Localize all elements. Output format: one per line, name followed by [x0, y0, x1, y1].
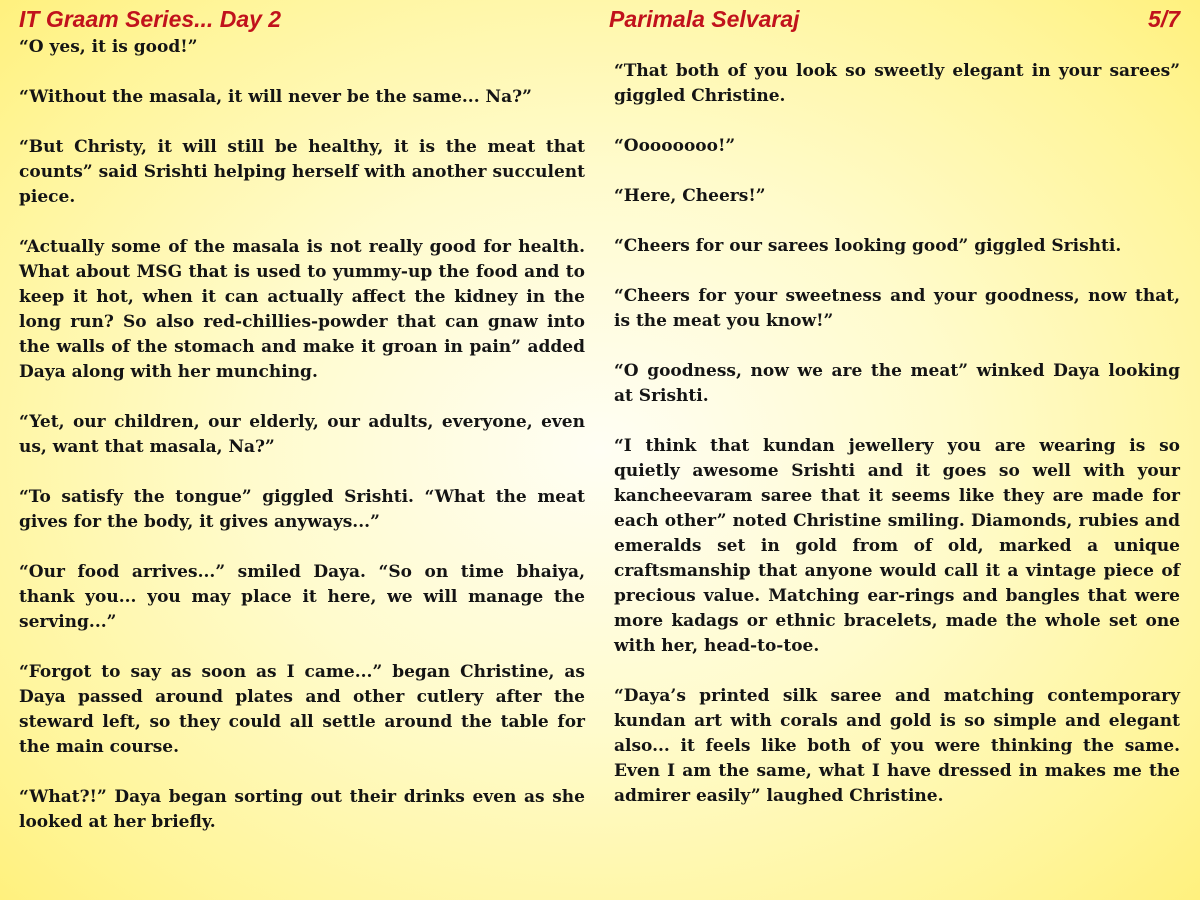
author-name: Parimala Selvaraj	[609, 6, 800, 32]
right-column	[614, 59, 1180, 809]
paragraph: “Without the masala, it will never be the same... Na?”	[19, 87, 532, 107]
paragraph: “Actually some of the masala is not really good for health. What about MSG that is used to yummy-up the food and to keep it hot, when it can actually affect the kidney in the long run? So also red-chillies-powder that can gnaw into the walls of the stomach and make it groan in pain” added Daya along with her munching.	[19, 237, 585, 382]
paragraph: “That both of you look so sweetly elegant in your sarees” giggled Christine.	[614, 61, 1180, 106]
left-column	[19, 35, 585, 835]
paragraph: “Oooooooo!”	[614, 136, 736, 156]
paragraph: “Yet, our children, our elderly, our adults, everyone, even us, want that masala, Na?”	[19, 412, 585, 457]
paragraph: “Daya’s printed silk saree and matching contemporary kundan art with corals and gold is so simple and elegant also... it feels like both of you were thinking the same. Even I am the same, what I have dressed in makes me the admirer easily” laughed Christine.	[614, 686, 1180, 806]
paragraph: “Here, Cheers!”	[614, 186, 766, 206]
paragraph: “But Christy, it will still be healthy, it is the meat that counts” said Srishti helping herself with another succulent piece.	[19, 137, 585, 207]
page-number: 5/7	[1148, 6, 1180, 32]
page-header	[19, 6, 1180, 36]
paragraph: “To satisfy the tongue” giggled Srishti. “What the meat gives for the body, it gives anyways...”	[19, 487, 585, 532]
paragraph: “Cheers for our sarees looking good” giggled Srishti.	[614, 236, 1122, 256]
series-title: IT Graam Series... Day 2	[19, 6, 282, 32]
paragraph: “What?!” Daya began sorting out their drinks even as she looked at her briefly.	[19, 787, 585, 832]
paragraph: “Forgot to say as soon as I came...” began Christine, as Daya passed around plates and other cutlery after the steward left, so they could all settle around the table for the main course.	[19, 662, 585, 757]
paragraph: “Cheers for your sweetness and your goodness, now that, is the meat you know!”	[614, 286, 1180, 331]
paragraph: “I think that kundan jewellery you are wearing is so quietly awesome Srishti and it goes so well with your kancheevaram saree that it seems like they are made for each other” noted Christine smiling. Diamonds, rubies and emeralds set in gold from of old, marked a unique craftsmanship that anyone would call it a vintage piece of precious value. Matching ear-rings and bangles that were more kadags or ethnic bracelets, made the whole set one with her, head-to-toe.	[614, 436, 1180, 656]
paragraph: “O goodness, now we are the meat” winked Daya looking at Srishti.	[614, 361, 1180, 406]
paragraph: “O yes, it is good!”	[19, 37, 198, 57]
paragraph: “Our food arrives...” smiled Daya. “So on time bhaiya, thank you... you may place it here, we will manage the serving...”	[19, 562, 585, 632]
